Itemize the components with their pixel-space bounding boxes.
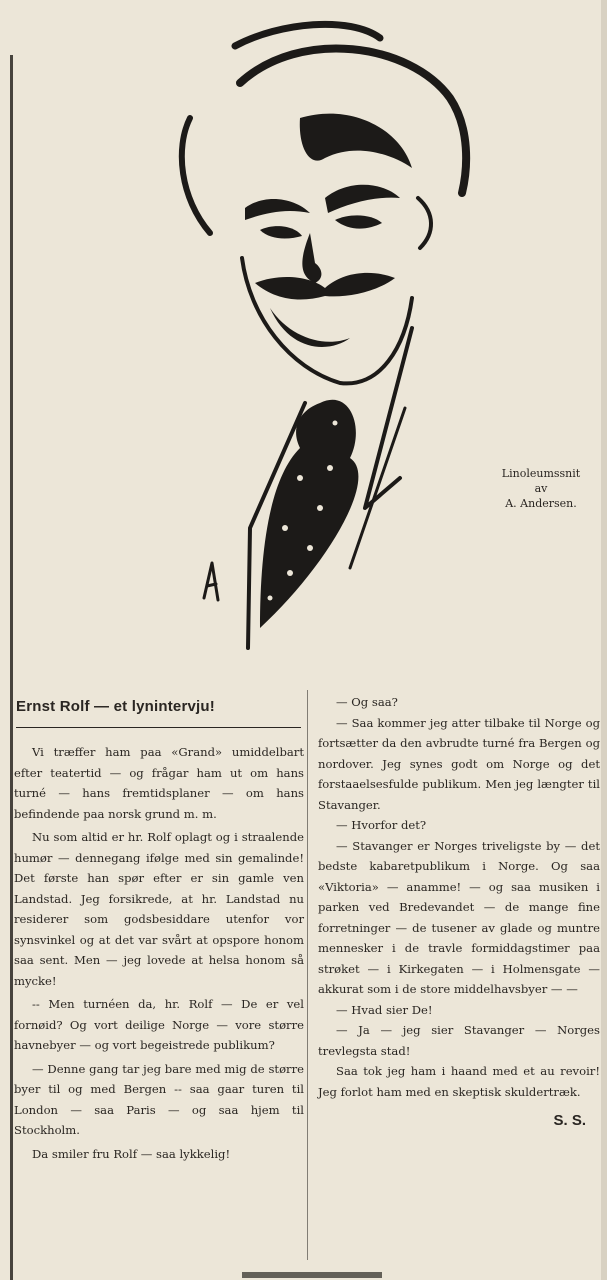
illustration-credit — [486, 466, 596, 511]
paragraph: — Ja — jeg sier Stavanger — Norges trevlegsta stad! — [318, 1023, 600, 1058]
author-signature: S. S. — [553, 1112, 586, 1129]
bottom-rule — [242, 1272, 382, 1278]
paragraph: — Stavanger er Norges triveligste by — det bedste kabaretpublikum i Norge. Og saa «Viktoria» — anamme! — og saa musiken i parken ved Bredevandet — de mange fine forretninger — de tusener av glade og muntre mennesker i de travle formiddagstimer paa strøket — i Kirkegaten — i Holmensgate — akkurat som i de store middelhavsbyer — — — [318, 838, 600, 996]
paragraph: Nu som altid er hr. Rolf oplagt og i straalende humør — dennegang ifølge med sin gemalinde! Det første han spør efter er sin gamle ven Landstad. Jeg forsikrede, at hr. Landstad nu residerer som godsbesiddare utenfor vor synsvinkel og at det var svårt at opspore honom saa sent. Men — jeg lovede at helsa honom så mycke! — [14, 830, 304, 988]
paragraph: — Denne gang tar jeg bare med mig de større byer til og med Bergen -- saa gaar turen til London — saa Paris — og saa hjem til Stockholm. — [14, 1061, 304, 1137]
left-border-rule — [10, 55, 13, 1280]
article-headline: Ernst Rolf — et lynintervju! — [16, 698, 215, 715]
linocut-portrait — [150, 8, 490, 658]
credit-line-3: A. Andersen. — [505, 497, 577, 510]
paragraph: Da smiler fru Rolf — saa lykkelig! — [32, 1146, 231, 1161]
article-right-column — [318, 692, 600, 1129]
paragraph: Vi træffer ham paa «Grand» umiddelbart efter teatertid — og frågar ham ut om hans turné — hans fremtidsplaner — om hans befindende paa norsk grund m. m. — [14, 745, 304, 821]
paragraph: Saa tok jeg ham i haand med et au revoir! Jeg forlot ham med en skeptisk skuldertræk. — [318, 1064, 600, 1099]
credit-line-2: av — [534, 482, 548, 495]
page-edge — [601, 0, 607, 1280]
column-divider — [307, 690, 308, 1260]
paragraph: -- Men turnéen da, hr. Rolf — De er vel fornøid? Og vort deilige Norge — vore større havnebyer — og vort begeistrede publikum? — [14, 997, 304, 1052]
article-left-column — [14, 690, 304, 1164]
paragraph: — Hvorfor det? — [336, 818, 427, 832]
paragraph: — Hvad sier De! — [336, 1002, 433, 1017]
paragraph: — Og saa? — [336, 695, 398, 709]
headline-rule — [16, 727, 301, 728]
credit-line-1: Linoleumssnit — [501, 467, 581, 480]
paragraph: — Saa kommer jeg atter tilbake til Norge og fortsætter da den avbrudte turné fra Bergen og nordover. Jeg synes godt om Norge og det forstaaelsesfulde publikum. Men jeg længter til Stavanger. — [318, 715, 600, 812]
